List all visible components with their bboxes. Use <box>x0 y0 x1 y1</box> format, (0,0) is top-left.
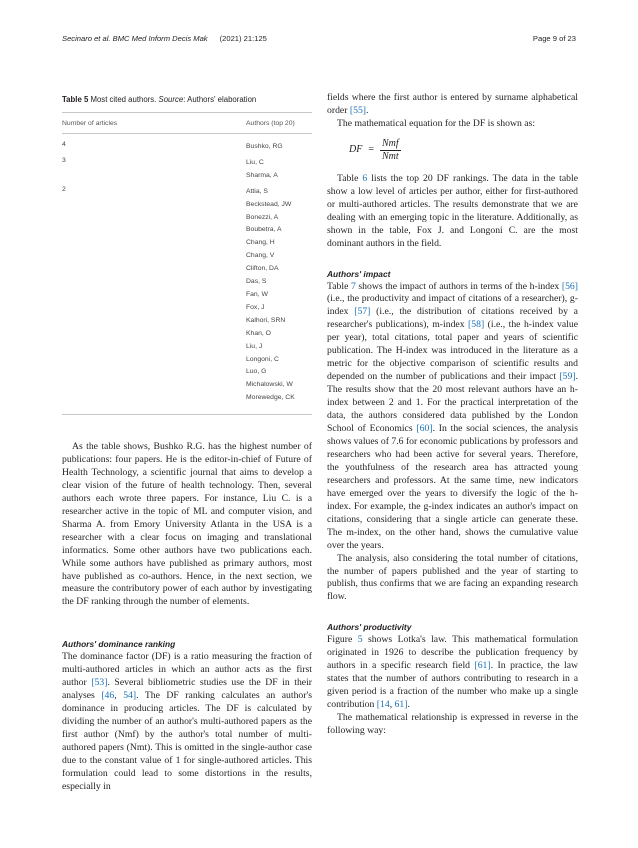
author-name: Boubetra, A <box>246 226 282 234</box>
running-header <box>62 34 576 48</box>
equation-fraction <box>380 138 401 163</box>
author-name: Beckstead, JW <box>246 200 292 208</box>
table-link[interactable]: 7 <box>350 280 356 292</box>
table-caption <box>62 95 312 104</box>
author-name: Fox, J <box>246 303 265 311</box>
col-header-articles: Number of articles <box>62 120 118 127</box>
citation-link[interactable]: [46 <box>101 690 115 702</box>
citation-link[interactable]: [56] <box>561 280 578 292</box>
table-title: Most cited authors. <box>90 95 159 104</box>
paragraph-dominance-factor: The dominance factor (DF) is a ratio measuring the fraction of multi-authored articles in which an author acts as the first author [53]. Several bibliometric studies use the DF in their analyses [46, 54]. The DF ranking calculates an author's dominance in producing articles. The DF is calculated by dividing the number of an author's multi-authored papers as the first author (Nmf) by the author's total number of multi-authored papers (Nmt). This is omitted in the single-author case due to the constant value of 1 for single-authored articles. This formulation could lead to some distortions in the results, especially in <box>62 651 313 792</box>
author-name: Bushko, RG <box>246 143 283 150</box>
paragraph-relationship: The mathematical relationship is expressed in reverse in the following way: <box>327 712 578 736</box>
author-name: Longoni, C <box>246 355 279 363</box>
equation-denominator: Nmt <box>381 150 399 162</box>
table-link[interactable]: 6 <box>362 172 368 184</box>
table-source-label: Source <box>158 95 184 104</box>
table-label: Table 5 <box>62 95 89 104</box>
paragraph-table-discussion: As the table shows, Bushko R.G. has the highest number of publications: four papers. He is the editor-in-chief of Future of Health Technology, a scientific journal that aims to develop a clear vision of the future of health technology. Then, several authors each wrote three papers. For instance, Liu C. is a researcher active in the topic of ML and computer vision, and Sharma A. from Emory University Atlanta in the USA is a researcher with a clear focus on imaging and translational informatics. Some other authors have two publications each. While some authors have published as primary authors, most have published as co-authors. Hence, in the next section, we measure the contributory power of each author by investigating the DF ranking through the number of elements. <box>62 441 312 608</box>
citation-link[interactable]: [53] <box>91 677 108 689</box>
author-name: Luo, G <box>246 368 267 376</box>
citation-link[interactable]: [57] <box>354 306 371 318</box>
table-source-text: : Authors' elaboration <box>183 95 257 104</box>
author-name: Clifton, DA <box>246 265 279 273</box>
figure-link[interactable]: 5 <box>357 634 363 646</box>
author-list <box>246 154 312 183</box>
table-row <box>62 183 312 405</box>
author-name: Liu, C <box>246 158 264 166</box>
journal-citation <box>62 34 267 43</box>
article-count: 4 <box>62 141 66 148</box>
citation-link[interactable]: [59] <box>559 371 576 383</box>
author-name: Attia, S <box>246 187 268 195</box>
paragraph-impact-analysis: The analysis, also considering the total number of citations, the number of papers published and the year of starting to publish, thus confirms that we are facing an expanding research flow. <box>327 552 578 603</box>
equation-lhs: DF <box>349 143 363 155</box>
article-count: 3 <box>62 156 66 164</box>
paragraph-equation-intro: The mathematical equation for the DF is shown as: <box>337 117 536 129</box>
paragraph-lotka: Figure 5 shows Lotka's law. This mathematical formulation originated in 1926 to describe the publication frequency by authors in a specific research field [61]. In practice, the law states that the number of authors contributing to research in a given period is a fraction of the number who make up a single contribution [14, 61]. <box>327 634 579 711</box>
author-name: Morewedge, CK <box>246 394 295 402</box>
citation-link[interactable]: 54] <box>123 690 137 702</box>
page-number: Page 9 of 23 <box>532 34 576 43</box>
citation-link[interactable]: [60] <box>416 423 433 435</box>
author-name: Fan, W <box>246 290 268 298</box>
paragraph-impact: Table 7 shows the impact of authors in terms of the h-index [56] (i.e., the productivity and impact of citations of a researcher), g-index [57] (i.e., the distribution of citations received by a researcher's publications), m-index [58] (i.e., the h-index value per year), total citations, total paper and years of scientific publication. The H-index was introduced in the literature as a metric for the objective comparison of scientific results and depended on the number of publications and their impact [59]. The results show that the 20 most relevant authors have an h-index between 2 and 1. For the practical interpretation of the data, the authors considered data published by the London School of Economics [60]. In the social sciences, the analysis shows values of 7.6 for economic publications by professors and researchers who had been active for several years. Therefore, the youthfulness of the research area has attracted young researchers and professors. At the same time, new indicators have emerged over the years to diversify the logic of the h-index. For example, the g-index indicates an author's impact on citations, considering that a single article can generate these. The m-index, on the other hand, shows the cumulative value over the years. <box>327 280 579 551</box>
journal-name: Secinaro et al. BMC Med Inform Decis Mak <box>62 34 208 43</box>
citation-link[interactable]: [58] <box>468 319 485 331</box>
author-name: Kalhori, SRN <box>246 316 286 324</box>
article-count: 2 <box>62 185 66 193</box>
table-row <box>62 154 312 183</box>
authors-table <box>62 112 312 415</box>
heading-dominance-ranking: Authors' dominance ranking <box>62 639 176 650</box>
citation-link[interactable]: [61] <box>474 660 491 672</box>
equation-numerator: Nmf <box>381 137 399 149</box>
equation-equals: = <box>368 143 374 155</box>
author-name: Bonezzi, A <box>246 213 279 221</box>
table-5 <box>62 95 312 415</box>
table-header-row <box>62 113 312 134</box>
author-name: Chang, H <box>246 239 275 247</box>
author-name: Sharma, A <box>246 171 278 179</box>
author-list <box>246 138 312 154</box>
heading-authors-productivity: Authors' productivity <box>327 622 412 633</box>
table-row <box>62 134 312 154</box>
df-equation <box>349 138 578 163</box>
author-name: Michalowski, W <box>246 381 293 389</box>
author-name: Chang, V <box>246 252 275 260</box>
heading-authors-impact: Authors' impact <box>327 268 391 279</box>
table-body <box>62 134 312 405</box>
citation-link[interactable]: [14 <box>376 699 390 711</box>
col-header-authors: Authors (top 20) <box>246 120 295 127</box>
year-issue: (2021) 21:125 <box>219 34 267 43</box>
author-name: Das, S <box>246 278 267 286</box>
paragraph-df-rankings: Table 6 lists the top 20 DF rankings. The data in the table show a low level of articles per author, either for first-authored or multi-authored articles. The results demonstrate that we are dealing with an emerging topic in the literature. Additionally, as shown in the table, Fox J. and Longoni C. are the most dominant authors in the field. <box>327 172 578 249</box>
author-name: Liu, J <box>246 342 263 350</box>
paragraph-continuation: fields where the first author is entered by surname alphabetical order [55]. <box>327 92 578 116</box>
citation-link[interactable]: [55] <box>349 104 367 116</box>
citation-link[interactable]: 61] <box>394 699 408 711</box>
author-list <box>246 183 312 405</box>
left-column <box>62 441 312 794</box>
right-column <box>327 92 578 738</box>
author-name: Khan, O <box>246 329 271 337</box>
